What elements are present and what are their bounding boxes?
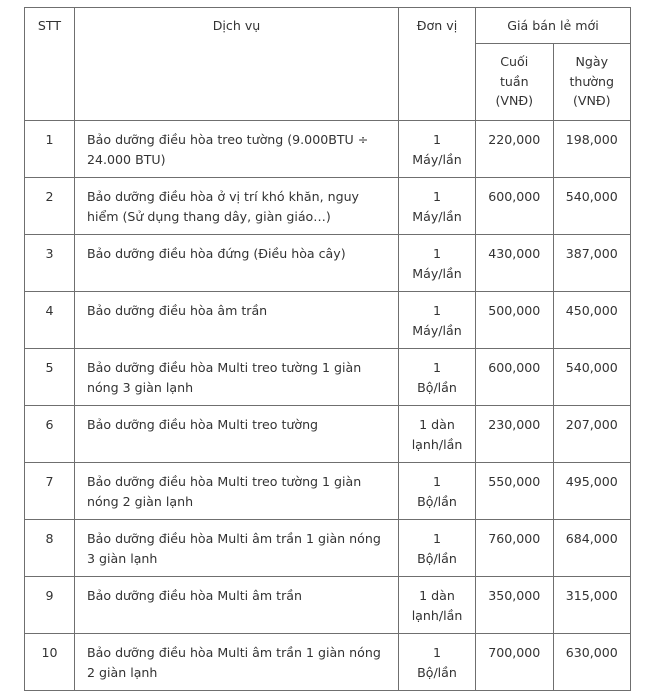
cell-service: Bảo dưỡng điều hòa Multi treo tường 1 giàn nóng 2 giàn lạnh (75, 463, 399, 520)
cell-unit: 1 Bộ/lần (399, 463, 476, 520)
table-row (25, 178, 631, 235)
table-row (25, 463, 631, 520)
cell-weekend-price: 700,000 (476, 634, 554, 691)
cell-stt: 7 (25, 463, 75, 520)
cell-weekend-price: 220,000 (476, 121, 554, 178)
cell-weekday-price: 207,000 (553, 406, 631, 463)
cell-service: Bảo dưỡng điều hòa ở vị trí khó khăn, nguy hiểm (Sử dụng thang dây, giàn giáo…) (75, 178, 399, 235)
table-row (25, 121, 631, 178)
cell-weekend-price: 430,000 (476, 235, 554, 292)
cell-stt: 3 (25, 235, 75, 292)
cell-unit: 1 Máy/lần (399, 121, 476, 178)
price-table (24, 7, 631, 691)
cell-weekend-price: 550,000 (476, 463, 554, 520)
header-unit: Đơn vị (399, 8, 476, 121)
cell-stt: 2 (25, 178, 75, 235)
cell-weekend-price: 230,000 (476, 406, 554, 463)
header-row-1 (25, 8, 631, 44)
cell-weekend-price: 350,000 (476, 577, 554, 634)
cell-service: Bảo dưỡng điều hòa Multi âm trần (75, 577, 399, 634)
cell-weekday-price: 540,000 (553, 349, 631, 406)
cell-weekday-price: 450,000 (553, 292, 631, 349)
cell-stt: 1 (25, 121, 75, 178)
cell-stt: 4 (25, 292, 75, 349)
table-row (25, 292, 631, 349)
cell-weekend-price: 760,000 (476, 520, 554, 577)
cell-stt: 6 (25, 406, 75, 463)
cell-unit: 1 Máy/lần (399, 178, 476, 235)
cell-service: Bảo dưỡng điều hòa treo tường (9.000BTU ÷ 24.000 BTU) (75, 121, 399, 178)
cell-stt: 5 (25, 349, 75, 406)
cell-weekday-price: 495,000 (553, 463, 631, 520)
table-row (25, 520, 631, 577)
table-row (25, 577, 631, 634)
cell-weekday-price: 684,000 (553, 520, 631, 577)
cell-stt: 9 (25, 577, 75, 634)
cell-weekday-price: 198,000 (553, 121, 631, 178)
cell-service: Bảo dưỡng điều hòa âm trần (75, 292, 399, 349)
cell-weekend-price: 500,000 (476, 292, 554, 349)
table-header (25, 8, 631, 121)
cell-unit: 1 Máy/lần (399, 292, 476, 349)
cell-unit: 1 Bộ/lần (399, 349, 476, 406)
cell-unit: 1 Bộ/lần (399, 634, 476, 691)
cell-stt: 10 (25, 634, 75, 691)
cell-weekday-price: 630,000 (553, 634, 631, 691)
table-row (25, 406, 631, 463)
header-price-group: Giá bán lẻ mới (476, 8, 631, 44)
table-row (25, 634, 631, 691)
cell-unit: 1 dàn lạnh/lần (399, 577, 476, 634)
cell-unit: 1 Máy/lần (399, 235, 476, 292)
cell-weekday-price: 387,000 (553, 235, 631, 292)
cell-service: Bảo dưỡng điều hòa Multi treo tường 1 giàn nóng 3 giàn lạnh (75, 349, 399, 406)
cell-service: Bảo dưỡng điều hòa đứng (Điều hòa cây) (75, 235, 399, 292)
cell-unit: 1 dàn lạnh/lần (399, 406, 476, 463)
cell-stt: 8 (25, 520, 75, 577)
cell-service: Bảo dưỡng điều hòa Multi âm trần 1 giàn nóng 2 giàn lạnh (75, 634, 399, 691)
cell-weekend-price: 600,000 (476, 349, 554, 406)
cell-service: Bảo dưỡng điều hòa Multi âm trần 1 giàn nóng 3 giàn lạnh (75, 520, 399, 577)
cell-weekday-price: 540,000 (553, 178, 631, 235)
header-weekday: Ngày thường (VNĐ) (553, 44, 631, 121)
table-body (25, 121, 631, 691)
cell-weekday-price: 315,000 (553, 577, 631, 634)
header-service: Dịch vụ (75, 8, 399, 121)
cell-service: Bảo dưỡng điều hòa Multi treo tường (75, 406, 399, 463)
cell-unit: 1 Bộ/lần (399, 520, 476, 577)
header-stt: STT (25, 8, 75, 121)
cell-weekend-price: 600,000 (476, 178, 554, 235)
header-weekend: Cuối tuần (VNĐ) (476, 44, 554, 121)
table-row (25, 235, 631, 292)
table-row (25, 349, 631, 406)
